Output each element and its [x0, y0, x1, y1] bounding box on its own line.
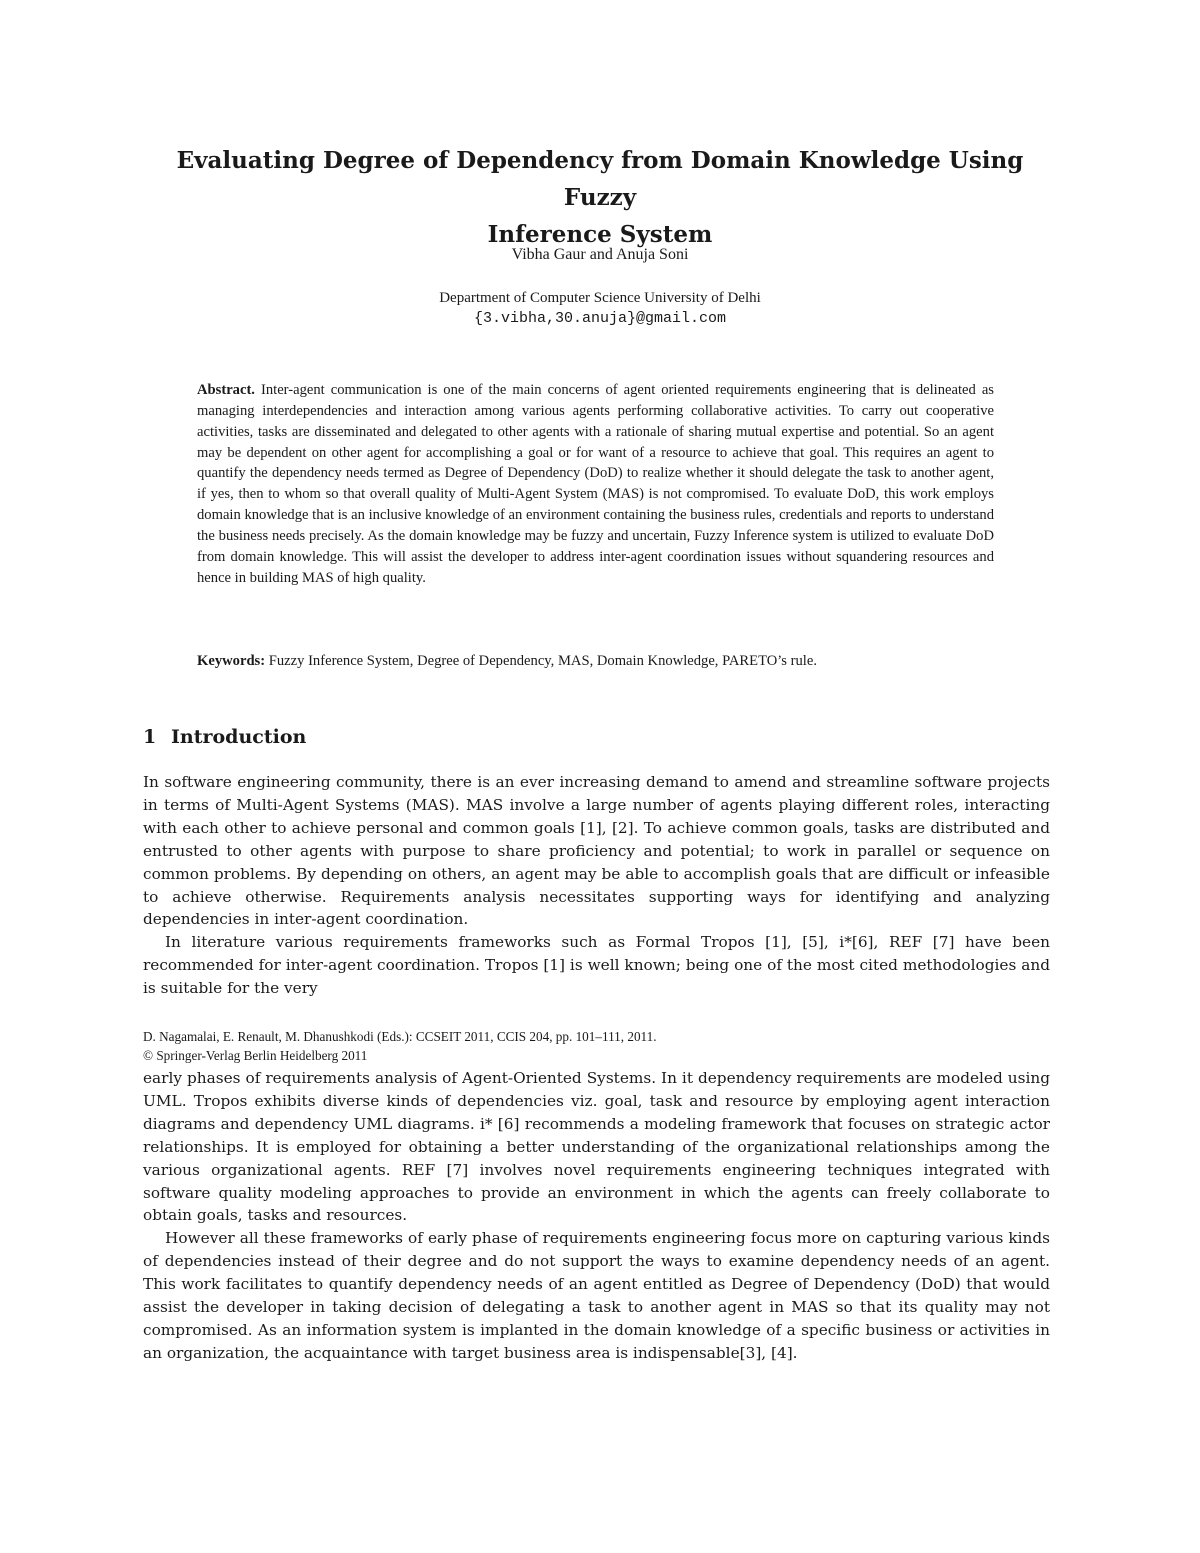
section-heading — [143, 726, 306, 748]
intro-body-part-2 — [143, 1067, 1050, 1365]
author-email: {3.vibha,30.anuja}@gmail.com — [473, 310, 727, 327]
intro-paragraph-2: In literature various requirements frameworks such as Formal Tropos [1], [5], i*[6], REF [7] have been recommended for inter-agent coordination. Tropos [1] is well known; being one of the most cited methodologies and is suitable for the very — [143, 933, 1050, 998]
paper-title — [150, 142, 1050, 253]
intro-paragraph-4: However all these frameworks of early phase of requirements engineering focus more on capturing various kinds of dependencies instead of their degree and do not support the ways to examine dependency needs of an agent. This work facilitates to quantify dependency needs of an agent entitled as Degree of Dependency (DoD) that would assist the developer in taking decision of delegating a task to another agent in MAS so that its quality may not compromised. As an information system is implanted in the domain knowledge of a specific business or activities in an organization, the acquaintance with target business area is indispensable[3], [4]. — [143, 1229, 1050, 1362]
keywords-text: Fuzzy Inference System, Degree of Dependency, MAS, Domain Knowledge, PARETO’s rule. — [265, 653, 817, 669]
authors: Vibha Gaur and Anuja Soni — [511, 246, 689, 263]
title-line-1: Evaluating Degree of Dependency from Domain Knowledge Using Fuzzy — [176, 147, 1024, 211]
abstract — [197, 380, 994, 588]
copyright-line: © Springer-Verlag Berlin Heidelberg 2011 — [143, 1048, 368, 1063]
section-number: 1 — [143, 726, 157, 748]
intro-paragraph-1: In software engineering community, there is an ever increasing demand to amend and streamline software projects in terms of Multi-Agent Systems (MAS). MAS involve a large number of agents playing different roles, interacting with each other to achieve personal and common goals [1], [2]. To achieve common goals, tasks are distributed and entrusted to other agents with purpose to share proficiency and potential; to work in parallel or sequence on common problems. By depending on others, an agent may be able to accomplish goals that are difficult or infeasible to achieve otherwise. Requirements analysis necessitates supporting ways for identifying and analyzing dependencies in inter-agent coordination. — [143, 773, 1050, 929]
copyright-footnote — [143, 1027, 1050, 1065]
intro-paragraph-3: early phases of requirements analysis of Agent-Oriented Systems. In it dependency requirements are modeled using UML. Tropos exhibits diverse kinds of dependencies viz. goal, task and resource by employing agent interaction diagrams and dependency UML diagrams. i* [6] recommends a modeling framework that focuses on strategic actor relationships. It is employed for obtaining a better understanding of the organizational relationships among the various organizational agents. REF [7] involves novel requirements engineering techniques integrated with software quality modeling approaches to provide an environment in which the agents can freely collaborate to obtain goals, tasks and resources. — [143, 1069, 1050, 1225]
title-line-2: Inference System — [487, 221, 713, 248]
keywords — [197, 651, 994, 671]
section-title: Introduction — [171, 726, 307, 748]
citation-line: D. Nagamalai, E. Renault, M. Dhanushkodi (Eds.): CCSEIT 2011, CCIS 204, pp. 101–111, 2011. — [143, 1029, 657, 1044]
affiliation: Department of Computer Science University of Delhi — [439, 290, 761, 306]
keywords-label: Keywords: — [197, 653, 266, 669]
abstract-text: Inter-agent communication is one of the main concerns of agent oriented requirements engineering that is delineated as managing interdependencies and interaction among various agents performing collaborative activities. To carry out cooperative activities, tasks are disseminated and delegated to other agents with a rationale of sharing mutual expertise and potential. So an agent may be dependent on other agent for accomplishing a goal or for want of a resource to achieve that goal. This requires an agent to quantify the dependency needs termed as Degree of Dependency (DoD) to realize whether it should delegate the task to another agent, if yes, then to whom so that overall quality of Multi-Agent System (MAS) is not compromised. To evaluate DoD, this work employs domain knowledge that is an inclusive knowledge of an environment containing the business rules, credentials and reports to understand the business needs precisely. As the domain knowledge may be fuzzy and uncertain, Fuzzy Inference system is utilized to evaluate DoD from domain knowledge. This will assist the developer to address inter-agent coordination issues without squandering resources and hence in building MAS of high quality. — [197, 382, 994, 586]
intro-body-part-1 — [143, 771, 1050, 1000]
abstract-label: Abstract. — [197, 382, 255, 398]
